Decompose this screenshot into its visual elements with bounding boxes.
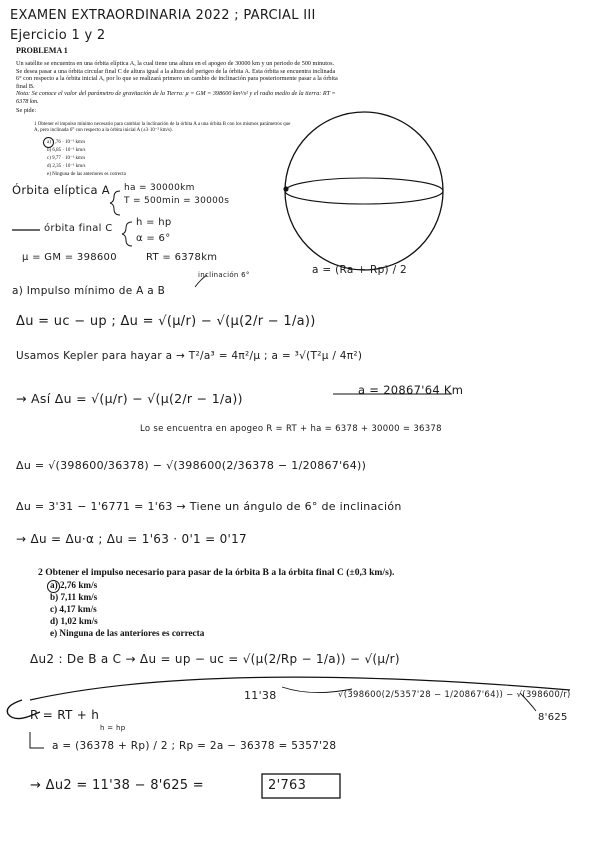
delta-v-formula: Δu = uc − up ; Δu = √(μ/r) − √(μ(2/r − 1/a)) — [16, 314, 316, 329]
question-1-option-d: d) 2,35 · 10⁻¹ km/s — [47, 164, 86, 169]
semi-axis-result: a = 20867'64 Km — [358, 383, 464, 397]
asks-label: Se pide: — [16, 107, 37, 114]
problem-statement: Un satélite se encuentra en una órbita elíptica A, la cual tiene una altura en el apogeo de 30000 km y un periodo de 500 minutos. Se desea pasar a una órbita circular final C de altura igual a la altura del perigeo de la órbita A. Esta órbita se encuentra inclinada 6° con respecto a la órbita inicial A, por lo que se realizará primero un cambio de inclinación para posteriormente pasar a la órbita final B. — [16, 60, 338, 90]
orbit-a-height: ha = 30000km — [124, 183, 195, 193]
question-2-option-e: e) Ninguna de las anteriores es correcta — [50, 628, 205, 638]
question-1-text: 1 Obtener el impulso mínimo necesario para cambiar la inclinación de la órbita A a una órbita B con los mismos parámetros que A, pero inclinada 6° con respecto a la órbita inicial A (±3·10⁻² km/s). — [34, 122, 291, 134]
orbit-c-label: órbita final C — [44, 223, 113, 234]
earth-radius: RT = 6378km — [146, 252, 218, 263]
final-answer-box: 2'763 — [268, 778, 307, 793]
exercise-label: Ejercicio 1 y 2 — [10, 28, 106, 43]
exam-title: EXAMEN EXTRAORDINARIA 2022 ; PARCIAL III — [10, 8, 316, 23]
circular-velocity: 8'625 — [538, 712, 568, 723]
perigee-velocity: 11'38 — [244, 689, 277, 702]
apogee-note: Lo se encuentra en apogeo R = RT + ha = 6378 + 30000 = 36378 — [140, 424, 442, 434]
question-1-option-e: e) Ninguna de las anteriores es correcta — [47, 172, 126, 177]
kepler-step: Usamos Kepler para hayar a → T²/a³ = 4π²/μ ; a = ³√(T²μ / 4π²) — [16, 350, 363, 362]
question-2-option-c: c) 4,17 km/s — [50, 604, 97, 614]
inclination-note: inclinación 6° — [198, 271, 250, 279]
delta-v-substitution: → Así Δu = √(μ/r) − √(μ(2/r − 1/a)) — [16, 391, 243, 406]
question-1-option-a: a) 1,76 · 10⁻¹ km/s — [47, 140, 86, 145]
radius-definition: R = RT + h — [30, 708, 100, 722]
orbit-c-height: h = hp — [136, 217, 172, 228]
problem-label: PROBLEMA 1 — [16, 46, 68, 55]
mu-value: μ = GM = 398600 — [22, 252, 117, 263]
delta-v2-numeric: √(398600(2/5357'28 − 1/20867'64)) − √(398600/r) — [338, 690, 571, 700]
question-2-option-a: a) 2,76 km/s — [50, 580, 98, 590]
orbit-c-inclination: α = 6° — [136, 233, 171, 244]
radius-definition-sub: h = hp — [100, 724, 126, 732]
orbit-a-label: Órbita elíptica A — [12, 183, 110, 197]
delta-v2-title: Δu2 : De B a C → Δu = up − uc = √(μ(2/Rp − 1/a)) − √(μ/r) — [30, 652, 400, 666]
semi-major-axis-formula: a = (Ra + Rp) / 2 — [312, 264, 408, 276]
problem-note: Nota: Se conoce el valor del parámetro de gravitación de la Tierra: μ = GM = 398600 km³/s² y el radio medio de la tierra: RT = 6378 km. — [16, 90, 336, 105]
delta-v-result: Δu = 3'31 − 1'6771 = 1'63 → Tiene un ángulo de 6° de inclinación — [16, 500, 402, 513]
question-2-option-b: b) 7,11 km/s — [50, 592, 98, 602]
question-1-option-b: b) 6,85 · 10⁻¹ km/s — [47, 148, 86, 153]
question-2-text: 2 Obtener el impulso necesario para pasar de la órbita B a la órbita final C (±0,3 km/s). — [38, 567, 395, 578]
orbit-a-period: T = 500min = 30000s — [124, 196, 230, 206]
question-2-option-d: d) 1,02 km/s — [50, 616, 98, 626]
perigee-radius-step: a = (36378 + Rp) / 2 ; Rp = 2a − 36378 = 5357'28 — [52, 740, 337, 752]
impulse-title: a) Impulso mínimo de A a B — [12, 285, 166, 297]
question-1-option-c: c) 9,77 · 10⁻² km/s — [47, 156, 86, 161]
final-delta-v2: → Δu2 = 11'38 − 8'625 = — [30, 778, 204, 793]
delta-v-inclined: → Δu = Δu·α ; Δu = 1'63 · 0'1 = 0'17 — [16, 532, 247, 546]
delta-v-numeric: Δu = √(398600/36378) − √(398600(2/36378 − 1/20867'64)) — [16, 459, 367, 472]
